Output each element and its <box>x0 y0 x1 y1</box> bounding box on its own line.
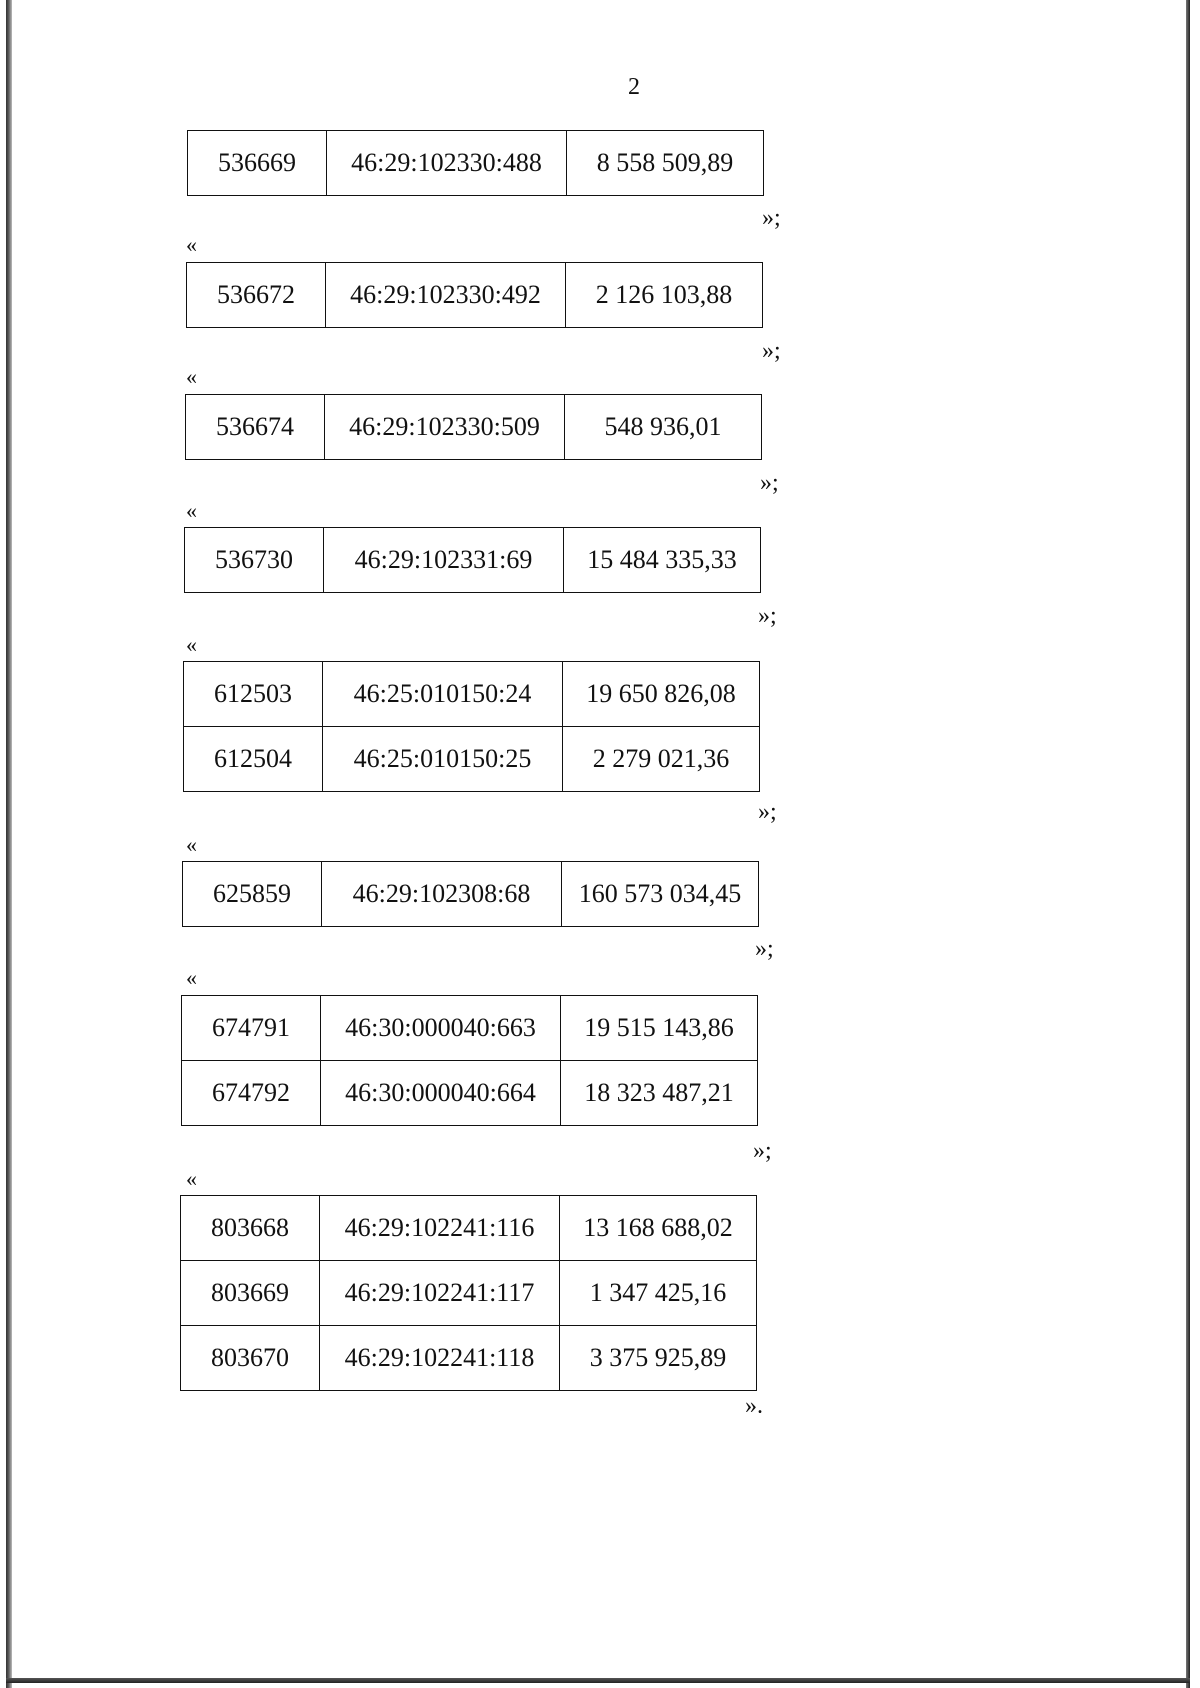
cadastral-value-cell: 15 484 335,33 <box>564 528 761 593</box>
record-id-cell: 674792 <box>182 1061 321 1126</box>
cadastral-value-cell: 3 375 925,89 <box>560 1326 757 1391</box>
record-id-cell: 803670 <box>181 1326 320 1391</box>
table-row <box>181 1261 757 1326</box>
cadastral-number-cell: 46:29:102308:68 <box>322 862 562 927</box>
cadastral-value-cell: 8 558 509,89 <box>567 131 764 196</box>
cadastral-number-cell: 46:30:000040:663 <box>321 996 561 1061</box>
open-quote: « <box>186 632 197 657</box>
table-row <box>184 727 760 792</box>
close-quote: »; <box>762 205 781 231</box>
record-id-cell: 536669 <box>188 131 327 196</box>
record-id-cell: 536674 <box>186 395 325 460</box>
cadastral-value-cell: 160 573 034,45 <box>562 862 759 927</box>
cadastral-value-cell: 2 126 103,88 <box>566 263 763 328</box>
record-id-cell: 803669 <box>181 1261 320 1326</box>
open-quote: « <box>186 232 197 257</box>
page-number: 2 <box>628 74 640 100</box>
close-quote: »; <box>753 1138 772 1164</box>
cadastral-number-cell: 46:29:102241:118 <box>320 1326 560 1391</box>
record-table <box>183 661 760 792</box>
table-row <box>182 1061 758 1126</box>
record-id-cell: 674791 <box>182 996 321 1061</box>
close-quote: »; <box>758 799 777 825</box>
cadastral-value-cell: 548 936,01 <box>565 395 762 460</box>
record-id-cell: 803668 <box>181 1196 320 1261</box>
cadastral-number-cell: 46:30:000040:664 <box>321 1061 561 1126</box>
cadastral-number-cell: 46:29:102330:492 <box>326 263 566 328</box>
cadastral-value-cell: 13 168 688,02 <box>560 1196 757 1261</box>
record-table <box>181 995 758 1126</box>
record-table <box>182 861 759 927</box>
table-row <box>187 263 763 328</box>
cadastral-number-cell: 46:25:010150:24 <box>323 662 563 727</box>
cadastral-value-cell: 1 347 425,16 <box>560 1261 757 1326</box>
table-row <box>182 996 758 1061</box>
record-table <box>180 1195 757 1391</box>
cadastral-number-cell: 46:25:010150:25 <box>323 727 563 792</box>
page-bottom-edge <box>6 1678 1190 1683</box>
cadastral-number-cell: 46:29:102241:117 <box>320 1261 560 1326</box>
open-quote: « <box>186 364 197 389</box>
page-right-edge <box>1186 0 1190 1688</box>
open-quote: « <box>186 832 197 857</box>
close-quote: »; <box>755 936 774 962</box>
table-row <box>188 131 764 196</box>
cadastral-value-cell: 19 515 143,86 <box>561 996 758 1061</box>
close-quote: »; <box>758 603 777 629</box>
table-row <box>184 662 760 727</box>
cadastral-number-cell: 46:29:102330:509 <box>325 395 565 460</box>
close-quote: »; <box>760 470 779 496</box>
record-id-cell: 625859 <box>183 862 322 927</box>
cadastral-value-cell: 19 650 826,08 <box>563 662 760 727</box>
record-id-cell: 612503 <box>184 662 323 727</box>
cadastral-value-cell: 2 279 021,36 <box>563 727 760 792</box>
record-id-cell: 536672 <box>187 263 326 328</box>
record-id-cell: 536730 <box>185 528 324 593</box>
cadastral-number-cell: 46:29:102241:116 <box>320 1196 560 1261</box>
close-quote: »; <box>762 338 781 364</box>
cadastral-number-cell: 46:29:102330:488 <box>327 131 567 196</box>
record-table <box>185 394 762 460</box>
record-table <box>187 130 764 196</box>
page-left-edge <box>6 0 12 1688</box>
record-table <box>186 262 763 328</box>
record-table <box>184 527 761 593</box>
open-quote: « <box>186 965 197 990</box>
open-quote: « <box>186 498 197 523</box>
cadastral-value-cell: 18 323 487,21 <box>561 1061 758 1126</box>
close-quote: ». <box>745 1393 763 1419</box>
record-id-cell: 612504 <box>184 727 323 792</box>
table-row <box>181 1326 757 1391</box>
table-row <box>183 862 759 927</box>
table-row <box>185 528 761 593</box>
table-row <box>186 395 762 460</box>
table-row <box>181 1196 757 1261</box>
open-quote: « <box>186 1166 197 1191</box>
cadastral-number-cell: 46:29:102331:69 <box>324 528 564 593</box>
